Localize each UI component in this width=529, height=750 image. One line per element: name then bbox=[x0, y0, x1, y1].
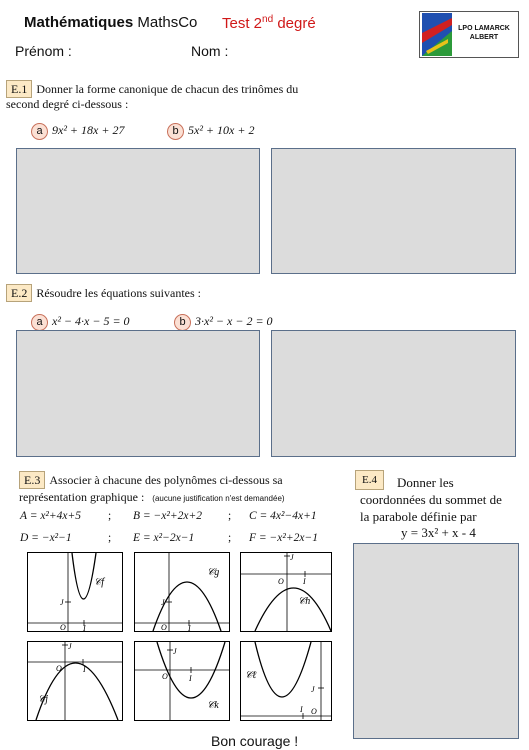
test-title bbox=[222, 14, 316, 32]
title-bold: Mathématiques bbox=[24, 14, 134, 31]
e2-item-b bbox=[174, 312, 273, 331]
sep: ; bbox=[108, 532, 112, 544]
title-rest: MathsCo bbox=[133, 14, 198, 31]
e4-answer-box[interactable] bbox=[353, 543, 519, 739]
axis-O: O bbox=[161, 623, 167, 631]
e4-instruction-line1: Donner les bbox=[397, 475, 454, 490]
e3-section bbox=[19, 471, 345, 489]
e2-b-label: b bbox=[174, 314, 191, 331]
e2-a-expr: x² − 4·x − 5 = 0 bbox=[52, 314, 130, 328]
axis-I: I bbox=[188, 624, 191, 631]
e1-tag: E.1 bbox=[6, 80, 32, 98]
curve-label-cg: 𝒞g bbox=[207, 567, 220, 578]
graph-ck bbox=[134, 641, 230, 721]
footer-text: Bon courage ! bbox=[211, 733, 299, 749]
axis-J: J bbox=[68, 642, 72, 651]
axis-O: O bbox=[162, 672, 168, 681]
curve-label-ck: 𝒞k bbox=[207, 700, 219, 711]
e2-section bbox=[6, 284, 201, 302]
axis-I: I bbox=[303, 577, 306, 586]
axis-I: I bbox=[300, 705, 303, 714]
axis-O: O bbox=[60, 623, 66, 631]
curve-label-cj: 𝒞j bbox=[38, 694, 49, 705]
e1-instruction-line1: Donner la forme canonique de chacun des trinômes du bbox=[36, 82, 299, 96]
e3-note: (aucune justification n'est demandée) bbox=[152, 494, 285, 503]
curve-label-cl: 𝒞ℓ bbox=[245, 670, 257, 681]
poly-E: E = x²−2x−1 bbox=[133, 532, 195, 544]
e4-equation: y = 3x² + x - 4 bbox=[401, 525, 476, 540]
logo-line1: LPO LAMARCK bbox=[458, 25, 510, 32]
axis-J: J bbox=[311, 685, 315, 694]
e3-line2 bbox=[19, 488, 285, 506]
graph-cg bbox=[134, 552, 230, 632]
e4-instruction-line2: coordonnées du sommet de bbox=[360, 492, 502, 507]
axis-I: I bbox=[83, 665, 86, 674]
e2-b-expr: 3·x² − x − 2 = 0 bbox=[195, 314, 273, 328]
e3-instruction-line2: représentation graphique : bbox=[19, 490, 145, 504]
poly-A: A = x²+4x+5 bbox=[20, 510, 82, 522]
axis-O: O bbox=[311, 707, 317, 716]
e3-tag: E.3 bbox=[19, 471, 45, 489]
e4-instruction-line3: la parabole définie par bbox=[360, 509, 477, 524]
nom-label: Nom : bbox=[191, 43, 229, 59]
poly-C: C = 4x²−4x+1 bbox=[249, 510, 317, 522]
e2-a-label: a bbox=[31, 314, 48, 331]
axis-I: I bbox=[83, 624, 86, 631]
sep: ; bbox=[228, 510, 232, 522]
e1-b-label: b bbox=[167, 123, 184, 140]
e2-answer-box-b[interactable] bbox=[271, 330, 516, 457]
e1-answer-box-b[interactable] bbox=[271, 148, 516, 274]
poly-D: D = −x²−1 bbox=[20, 532, 72, 544]
e2-instruction: Résoudre les équations suivantes : bbox=[36, 286, 201, 300]
graph-cl bbox=[240, 641, 332, 721]
test-sup: nd bbox=[262, 14, 274, 25]
axis-O: O bbox=[56, 664, 62, 673]
test-suffix: degré bbox=[273, 15, 316, 32]
e1-b-expr: 5x² + 10x + 2 bbox=[188, 123, 255, 137]
e1-a-label: a bbox=[31, 123, 48, 140]
axis-J: J bbox=[161, 598, 165, 607]
e1-section bbox=[6, 80, 298, 98]
axis-J: J bbox=[173, 647, 177, 656]
doc-title bbox=[24, 14, 197, 31]
e2-answer-box-a[interactable] bbox=[16, 330, 260, 457]
e3-instruction-line1: Associer à chacune des polynômes ci-dessous sa bbox=[49, 473, 283, 487]
sep: ; bbox=[228, 532, 232, 544]
axis-O: O bbox=[278, 577, 284, 586]
logo-line2: ALBERT bbox=[469, 34, 499, 41]
axis-J: J bbox=[60, 598, 64, 607]
school-logo bbox=[419, 11, 519, 58]
test-prefix: Test 2 bbox=[222, 15, 263, 32]
logo-graphic-icon bbox=[422, 13, 452, 56]
e1-instruction-line2: second degré ci-dessous : bbox=[6, 97, 129, 111]
logo-text bbox=[453, 24, 515, 42]
e2-tag: E.2 bbox=[6, 284, 32, 302]
e1-item-b bbox=[167, 121, 254, 140]
graph-ch bbox=[240, 552, 332, 632]
e4-tag-wrap bbox=[355, 470, 384, 490]
curve-label-ch: 𝒞h bbox=[298, 596, 311, 607]
e4-tag: E.4 bbox=[355, 470, 384, 490]
graph-cj bbox=[27, 641, 123, 721]
curve-label-cf: 𝒞f bbox=[94, 577, 105, 588]
e1-answer-box-a[interactable] bbox=[16, 148, 260, 274]
poly-B: B = −x²+2x+2 bbox=[133, 510, 202, 522]
axis-J: J bbox=[290, 553, 294, 562]
poly-F: F = −x²+2x−1 bbox=[249, 532, 318, 544]
sep: ; bbox=[108, 510, 112, 522]
axis-I: I bbox=[189, 674, 192, 683]
prenom-label: Prénom : bbox=[15, 43, 72, 59]
graph-cf bbox=[27, 552, 123, 632]
e2-item-a bbox=[31, 312, 130, 331]
e1-a-expr: 9x² + 18x + 27 bbox=[52, 123, 125, 137]
e1-item-a bbox=[31, 121, 124, 140]
